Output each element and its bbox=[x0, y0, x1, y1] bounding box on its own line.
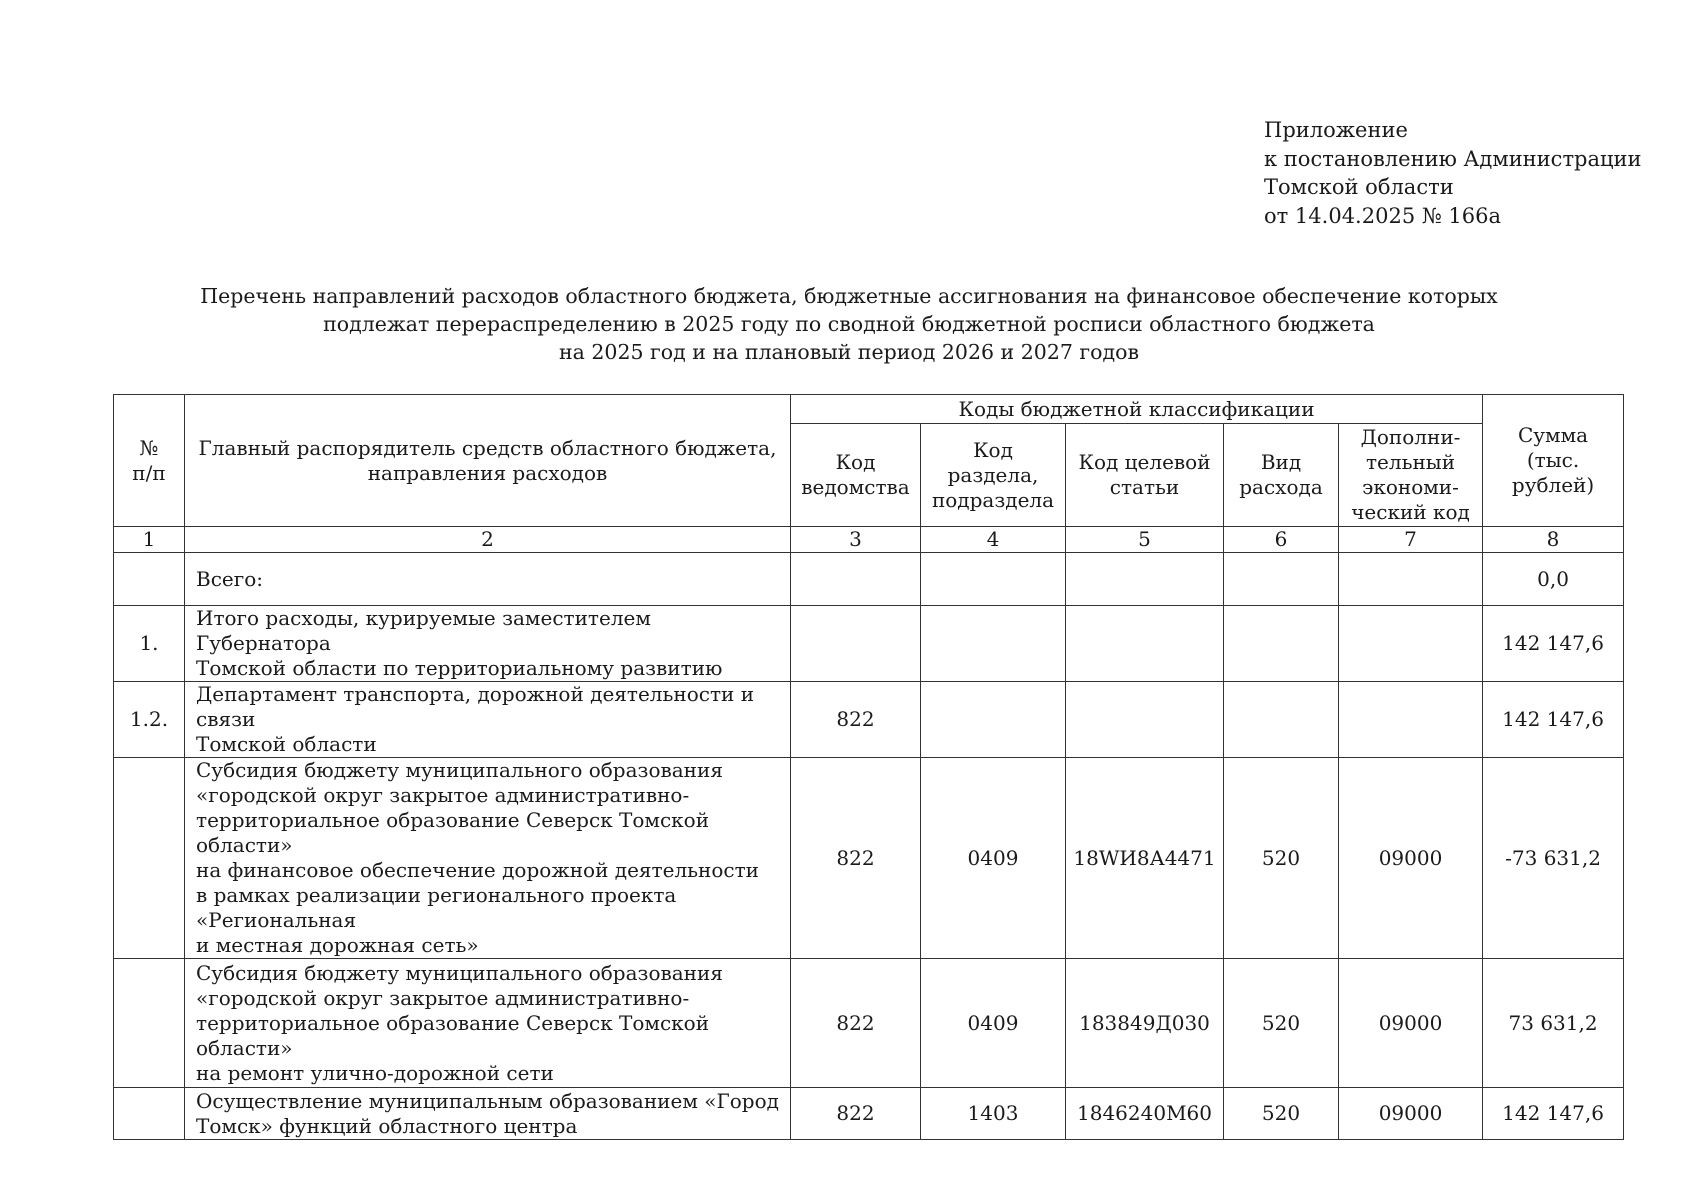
column-number: 6 bbox=[1224, 527, 1339, 553]
column-number: 8 bbox=[1483, 527, 1624, 553]
table-row bbox=[114, 682, 1624, 758]
row-sum: 142 147,6 bbox=[1483, 1088, 1624, 1140]
row-section: 0409 bbox=[921, 959, 1066, 1088]
column-number: 3 bbox=[791, 527, 921, 553]
row-dept: 822 bbox=[791, 959, 921, 1088]
header-extra: Дополни- тельный экономи- ческий код bbox=[1339, 424, 1483, 527]
title-line: на 2025 год и на плановый период 2026 и 2027 годов bbox=[558, 340, 1140, 364]
column-number: 7 bbox=[1339, 527, 1483, 553]
table-row bbox=[114, 758, 1624, 959]
table-row bbox=[114, 553, 1624, 606]
row-no bbox=[114, 1088, 185, 1140]
row-type bbox=[1224, 553, 1339, 606]
row-target: 1846240М60 bbox=[1066, 1088, 1224, 1140]
document-title bbox=[0, 282, 1698, 366]
row-extra bbox=[1339, 682, 1483, 758]
row-name: Осуществление муниципальным образованием «Город Томск» функций областного центра bbox=[185, 1088, 791, 1140]
appendix-block bbox=[1264, 116, 1642, 230]
row-type: 520 bbox=[1224, 758, 1339, 959]
row-name: Субсидия бюджету муниципального образования «городской округ закрытое административно- территориальное образование Северск Томской области» на финансовое обеспечение дорожной деятельности в рамках реализации регионального проекта «Региональная и местная дорожная сеть» bbox=[185, 758, 791, 959]
row-sum: 142 147,6 bbox=[1483, 606, 1624, 682]
row-name: Департамент транспорта, дорожной деятельности и связи Томской области bbox=[185, 682, 791, 758]
row-target bbox=[1066, 553, 1224, 606]
row-no: 1.2. bbox=[114, 682, 185, 758]
row-section bbox=[921, 682, 1066, 758]
row-section bbox=[921, 553, 1066, 606]
row-target: 183849Д030 bbox=[1066, 959, 1224, 1088]
column-number: 1 bbox=[114, 527, 185, 553]
appendix-line: к постановлению Администрации bbox=[1264, 146, 1642, 171]
row-no: 1. bbox=[114, 606, 185, 682]
row-sum: -73 631,2 bbox=[1483, 758, 1624, 959]
budget-table bbox=[113, 394, 1624, 1140]
row-dept: 822 bbox=[791, 758, 921, 959]
row-dept bbox=[791, 606, 921, 682]
header-sum: Сумма (тыс. рублей) bbox=[1483, 395, 1624, 527]
table-row bbox=[114, 959, 1624, 1088]
row-no bbox=[114, 959, 185, 1088]
column-number-row bbox=[114, 527, 1624, 553]
row-extra: 09000 bbox=[1339, 1088, 1483, 1140]
row-target bbox=[1066, 606, 1224, 682]
row-dept: 822 bbox=[791, 1088, 921, 1140]
row-extra bbox=[1339, 553, 1483, 606]
column-number: 5 bbox=[1066, 527, 1224, 553]
row-target: 18WИ8А4471 bbox=[1066, 758, 1224, 959]
row-extra: 09000 bbox=[1339, 959, 1483, 1088]
row-sum: 0,0 bbox=[1483, 553, 1624, 606]
header-main: Главный распорядитель средств областного бюджета, направления расходов bbox=[185, 395, 791, 527]
row-type: 520 bbox=[1224, 1088, 1339, 1140]
row-extra bbox=[1339, 606, 1483, 682]
appendix-line: от 14.04.2025 № 166а bbox=[1264, 203, 1501, 228]
table-row bbox=[114, 1088, 1624, 1140]
column-number: 2 bbox=[185, 527, 791, 553]
header-section: Код раздела, подраздела bbox=[921, 424, 1066, 527]
row-dept bbox=[791, 553, 921, 606]
header-target: Код целевой статьи bbox=[1066, 424, 1224, 527]
row-no bbox=[114, 553, 185, 606]
header-dept: Код ведомства bbox=[791, 424, 921, 527]
appendix-line: Приложение bbox=[1264, 118, 1408, 142]
header-no: № п/п bbox=[114, 395, 185, 527]
row-dept: 822 bbox=[791, 682, 921, 758]
row-extra: 09000 bbox=[1339, 758, 1483, 959]
row-sum: 142 147,6 bbox=[1483, 682, 1624, 758]
row-no bbox=[114, 758, 185, 959]
header-codes-group: Коды бюджетной классификации bbox=[791, 395, 1483, 424]
title-line: Перечень направлений расходов областного бюджета, бюджетные ассигнования на финансовое обеспечение которых bbox=[200, 284, 1498, 308]
row-type bbox=[1224, 682, 1339, 758]
row-name: Итого расходы, курируемые заместителем Губернатора Томской области по территориальному развитию bbox=[185, 606, 791, 682]
row-name: Субсидия бюджету муниципального образования «городской округ закрытое административно- территориальное образование Северск Томской области» на ремонт улично-дорожной сети bbox=[185, 959, 791, 1088]
row-name: Всего: bbox=[185, 553, 791, 606]
appendix-line: Томской области bbox=[1264, 175, 1454, 199]
row-sum: 73 631,2 bbox=[1483, 959, 1624, 1088]
table-row bbox=[114, 606, 1624, 682]
row-section bbox=[921, 606, 1066, 682]
row-target bbox=[1066, 682, 1224, 758]
row-section: 0409 bbox=[921, 758, 1066, 959]
row-type: 520 bbox=[1224, 959, 1339, 1088]
header-type: Вид расхода bbox=[1224, 424, 1339, 527]
row-type bbox=[1224, 606, 1339, 682]
title-line: подлежат перераспределению в 2025 году по сводной бюджетной росписи областного бюджета bbox=[323, 312, 1375, 336]
column-number: 4 bbox=[921, 527, 1066, 553]
row-section: 1403 bbox=[921, 1088, 1066, 1140]
